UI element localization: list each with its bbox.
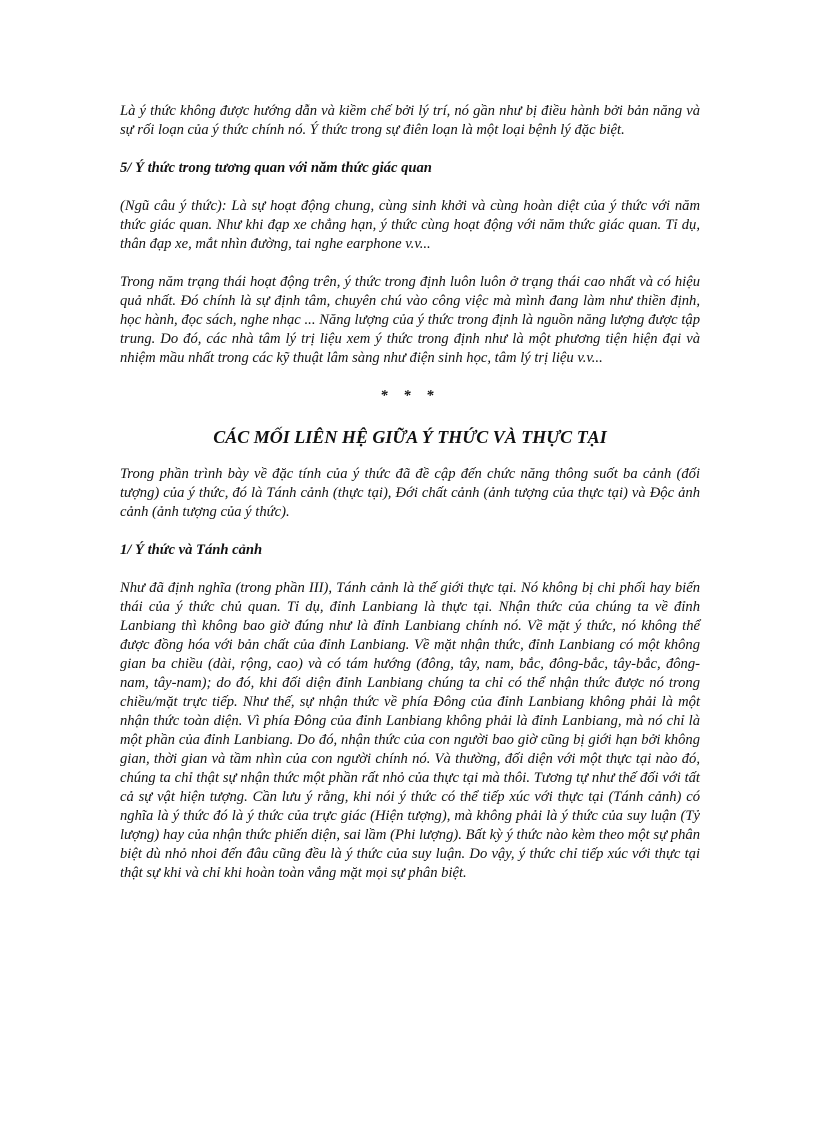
heading-section-5: 5/ Ý thức trong tương quan với năm thức giác quan <box>120 160 432 176</box>
paragraph-ba-canh: Trong phần trình bày về đặc tính của ý thức đã đề cập đến chức năng thông suốt ba cảnh (đối tượng) của ý thức, đó là Tánh cảnh (thực tại), Đới chất cảnh (ảnh tượng của thực tại) và Độc ảnh cảnh (ảnh tượng của ý thức). <box>120 466 700 520</box>
paragraph-intro: Là ý thức không được hướng dẫn và kiềm chế bởi lý trí, nó gần như bị điều hành bởi bản năng và sự rối loạn của ý thức chính nó. Ý thức trong sự điên loạn là một loại bệnh lý đặc biệt. <box>120 103 700 138</box>
paragraph-ngu-cau-y-thuc: (Ngũ câu ý thức): Là sự hoạt động chung, cùng sinh khởi và cùng hoàn diệt của ý thức với năm thức giác quan. Như khi đạp xe chẳng hạn, ý thức cùng hoạt động với năm thức giác quan. Tỉ dụ, thân đạp xe, mắt nhìn đường, tai nghe earphone v.v... <box>120 198 700 252</box>
heading-section-1: 1/ Ý thức và Tánh cảnh <box>120 542 263 558</box>
paragraph-y-thuc-trong-dinh: Trong năm trạng thái hoạt động trên, ý thức trong định luôn luôn ở trạng thái cao nhất và có hiệu quả nhất. Đó chính là sự định tâm, chuyên chú vào công việc mà mình đang làm như thiền định, học hành, đọc sách, nghe nhạc ... Năng lượng của ý thức trong định là nguồn năng lượng được tập trung. Do đó, các nhà tâm lý trị liệu xem ý thức trong định như là một phương tiện hiện đại và nhiệm mầu nhất trong các kỹ thuật lâm sàng như điện sinh học, tâm lý trị liệu v.v... <box>120 274 700 366</box>
section-title: CÁC MỐI LIÊN HỆ GIỮA Ý THỨC VÀ THỰC TẠI <box>213 427 607 447</box>
paragraph-tanh-canh: Như đã định nghĩa (trong phần III), Tánh cảnh là thế giới thực tại. Nó không bị chi phối hay biến thái của ý thức chủ quan. Tỉ dụ, đỉnh Lanbiang là thực tại. Nhận thức của chúng ta về đỉnh Lanbiang thì không bao giờ đúng như là đỉnh Lanbiang chính nó. Về mặt ý thức, nó không thể được đồng hóa với bản chất của đỉnh Lanbiang. Về mặt nhận thức, đỉnh Lanbiang có một không gian ba chiều (dài, rộng, cao) và có tám hướng (đông, tây, nam, bắc, đông-bắc, tây-bắc, đông-nam, tây-nam); do đó, khi đối diện đỉnh Lanbiang chúng ta chỉ có thể nhận thức được nó trong chiều/mặt trực tiếp. Như thế, sự nhận thức về phía Đông của đỉnh Lanbiang không phải là một nhận thức toàn diện. Vì phía Đông của đỉnh Lanbiang không phải là đỉnh Lanbiang, mà nó chỉ là một phần của đỉnh Lanbiang. Do đó, nhận thức của con người bao giờ cũng bị giới hạn bởi không gian, thời gian và tầm nhìn của con người chính nó. Và thường, đối diện với một thực tại nào đó, chúng ta chỉ thật sự nhận thức một phần rất nhỏ của thực tại mà thôi. Tương tự như thế đối với tất cả sự vật hiện tượng. Cần lưu ý rằng, khi nói ý thức có thể tiếp xúc với thực tại (Tánh cảnh) có nghĩa là ý thức đó là ý thức của trực giác (Hiện tượng), mà không phải là ý thức của suy luận (Tỷ lượng) hay của nhận thức phiến diện, sai lầm (Phi lượng). Bất kỳ ý thức nào kèm theo một sự phân biệt dù nhỏ nhoi đến đâu cũng đều là ý thức của suy luận. Do vậy, ý thức chỉ tiếp xúc với thực tại thật sự khi và chỉ khi hoàn toàn vắng mặt mọi sự phân biệt. <box>120 580 700 881</box>
document-page <box>120 102 700 902</box>
section-separator: * * * <box>380 388 440 404</box>
